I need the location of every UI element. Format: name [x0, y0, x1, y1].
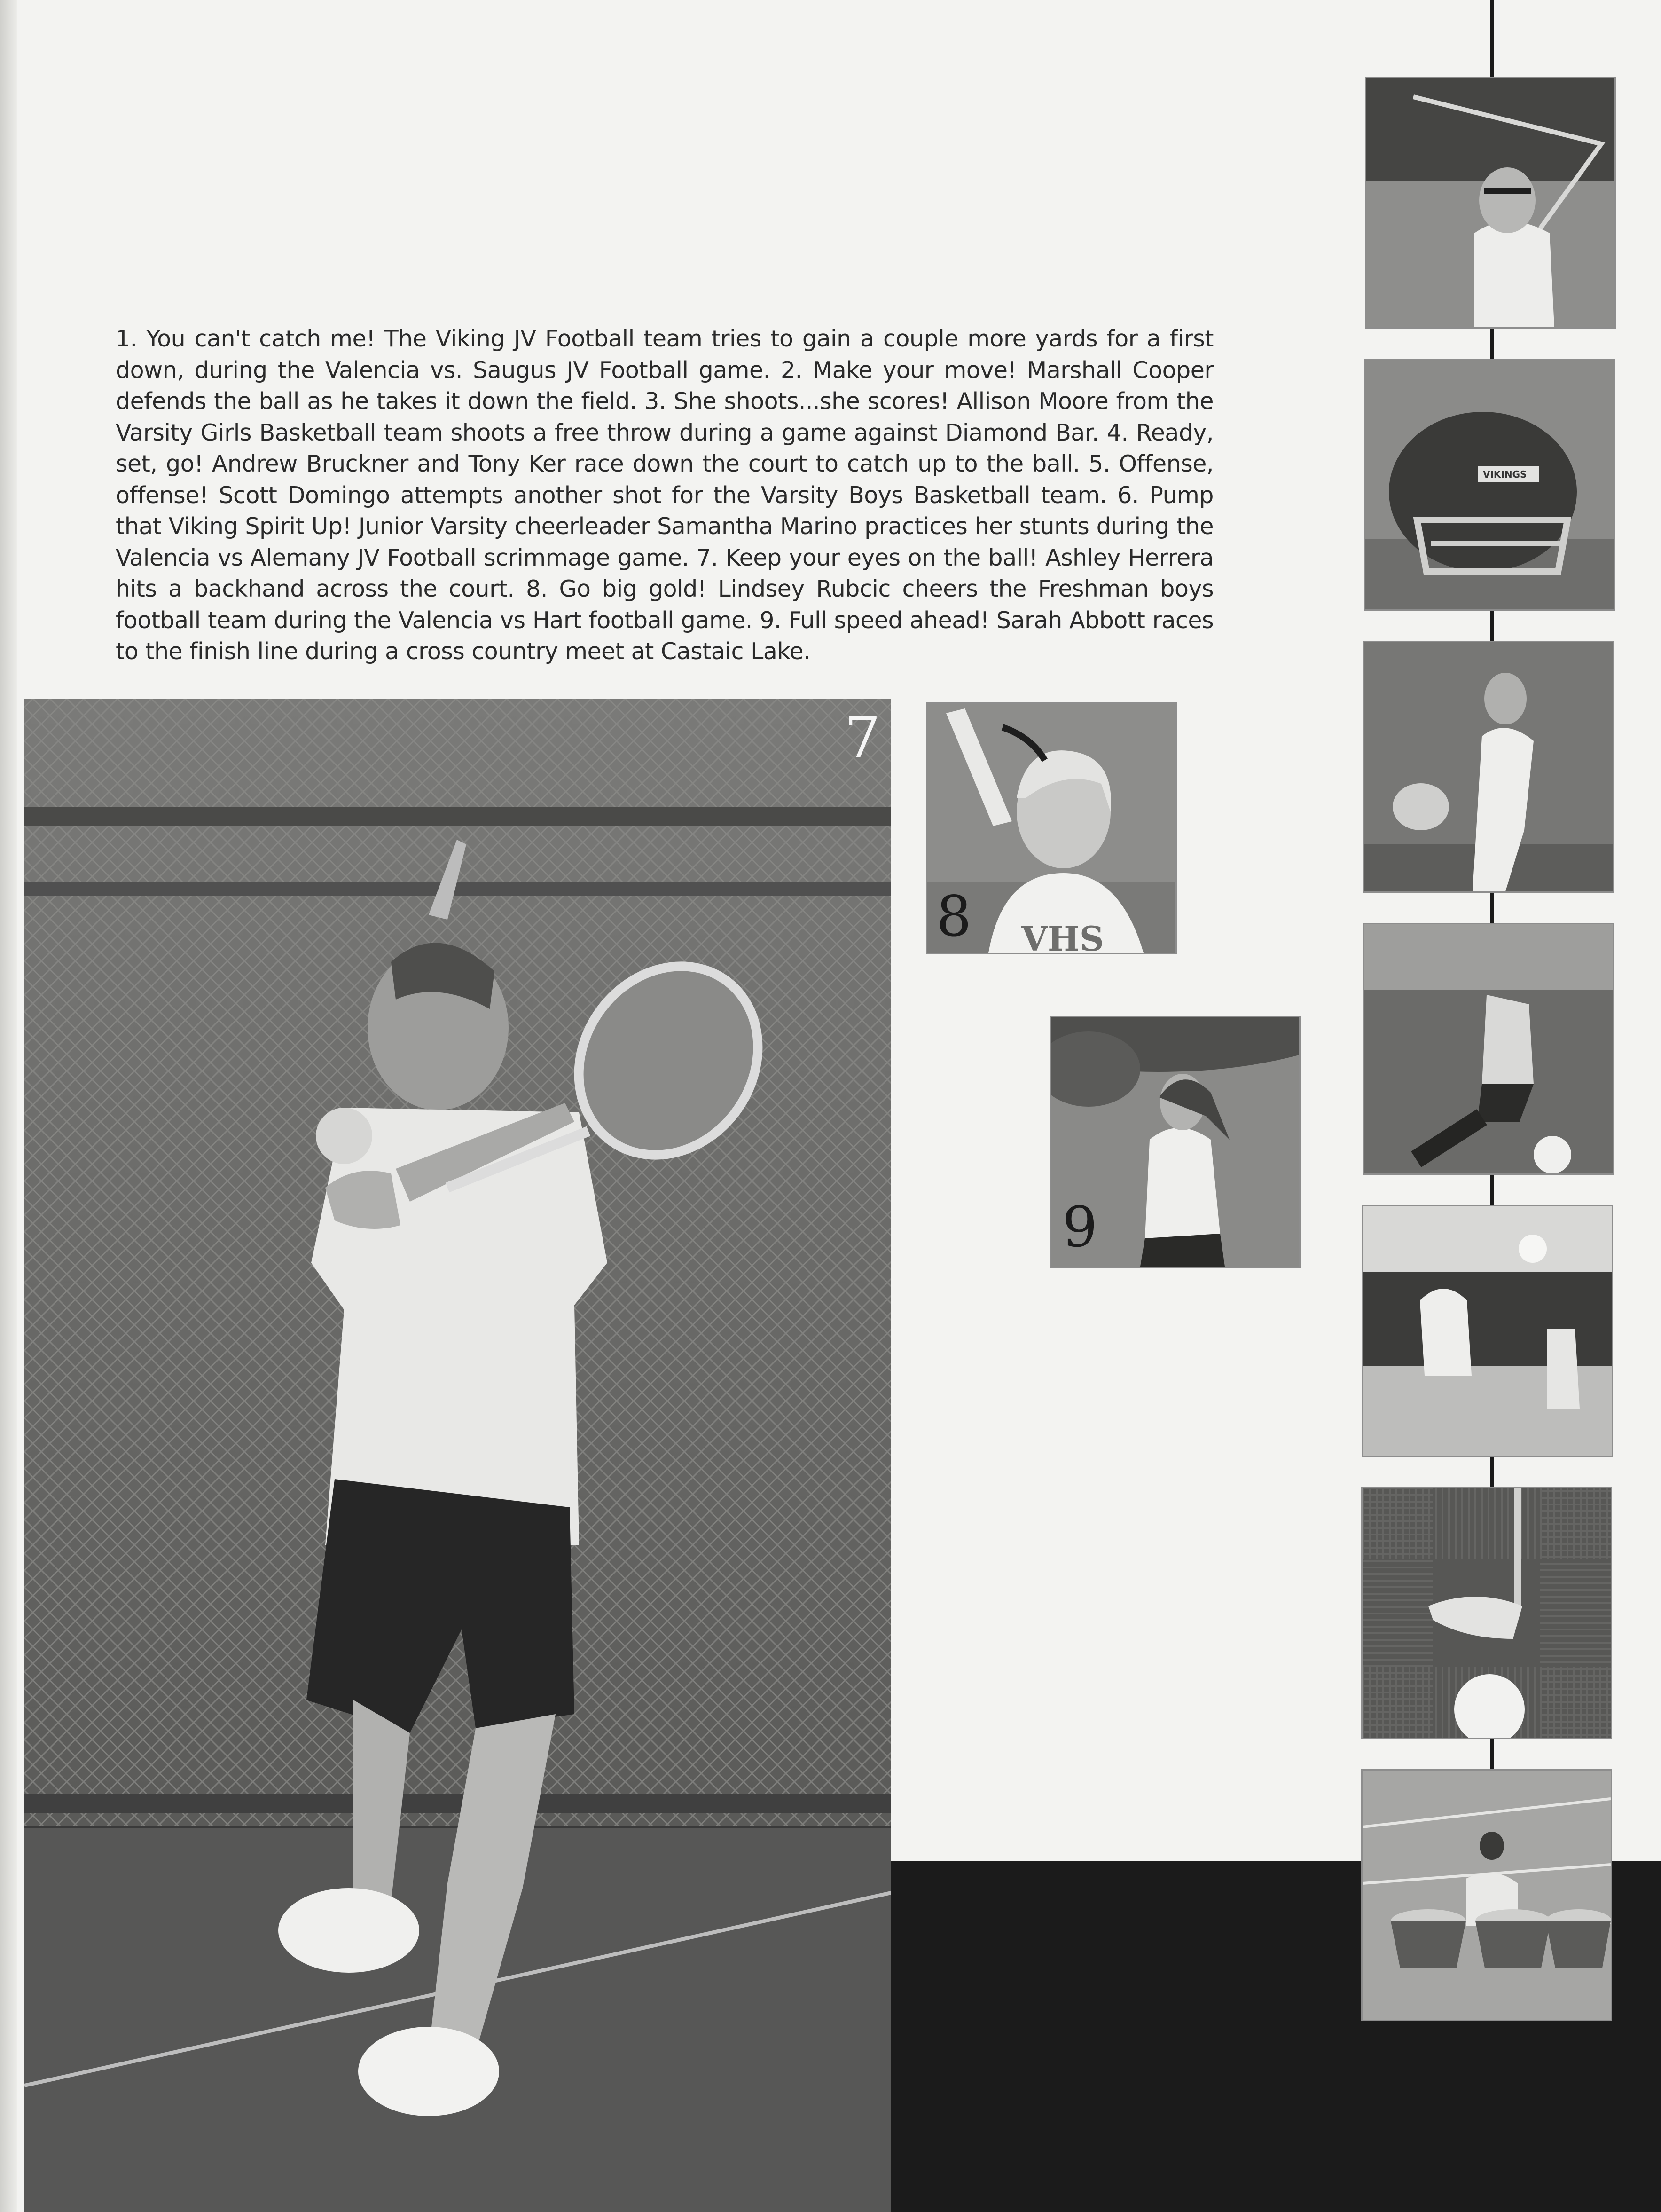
page-binding-shadow [0, 0, 17, 2212]
thumbnail-golf-ball [1361, 1487, 1612, 1739]
thumbnail-volleyball [1362, 1205, 1613, 1457]
thumbnail-drummer [1361, 1769, 1612, 2021]
photo-7-tennis [24, 699, 891, 2212]
shirt-letters: VHS [1021, 919, 1104, 953]
thumbnail-tennis [1363, 641, 1614, 893]
photo-number-7: 7 [844, 704, 881, 771]
thumbnail-football-helmet [1364, 359, 1615, 611]
photo-number-8: 8 [936, 884, 972, 949]
helmet-label: VIKINGS [1483, 469, 1527, 480]
photo-number-9: 9 [1062, 1195, 1098, 1260]
photo-captions: 1. You can't catch me! The Viking JV Football team tries to gain a couple more yards for a first down, during the Valencia vs. Saugus JV Football game. 2. Make your move! Marshall Cooper defends the ball as he takes it down the field. 3. She shoots...she scores! Allison Moore from the Varsity Girls Basketball team shoots a free throw during a game against Diamond Bar. 4. Ready, set, go! Andrew Bruckner and Tony Ker race down the court to catch up to the ball. 5. Offense, offense! Scott Domingo attempts another shot for the Varsity Boys Basketball team. 6. Pump that Viking Spirit Up! Junior Varsity cheerleader Samantha Marino practices her stunts during the Valencia vs Alemany JV Football scrimmage game. 7. Keep your eyes on the ball! Ashley Herrera hits a backhand across the court. 8. Go big gold! Lindsey Rubcic cheers the Freshman boys football team during the Valencia vs Hart football game. 9. Full speed ahead! Sarah Abbott races to the finish line during a cross country meet at Castaic Lake. [116, 325, 1214, 665]
thumbnail-soccer [1363, 923, 1614, 1175]
thumbnail-golfer [1365, 77, 1616, 329]
